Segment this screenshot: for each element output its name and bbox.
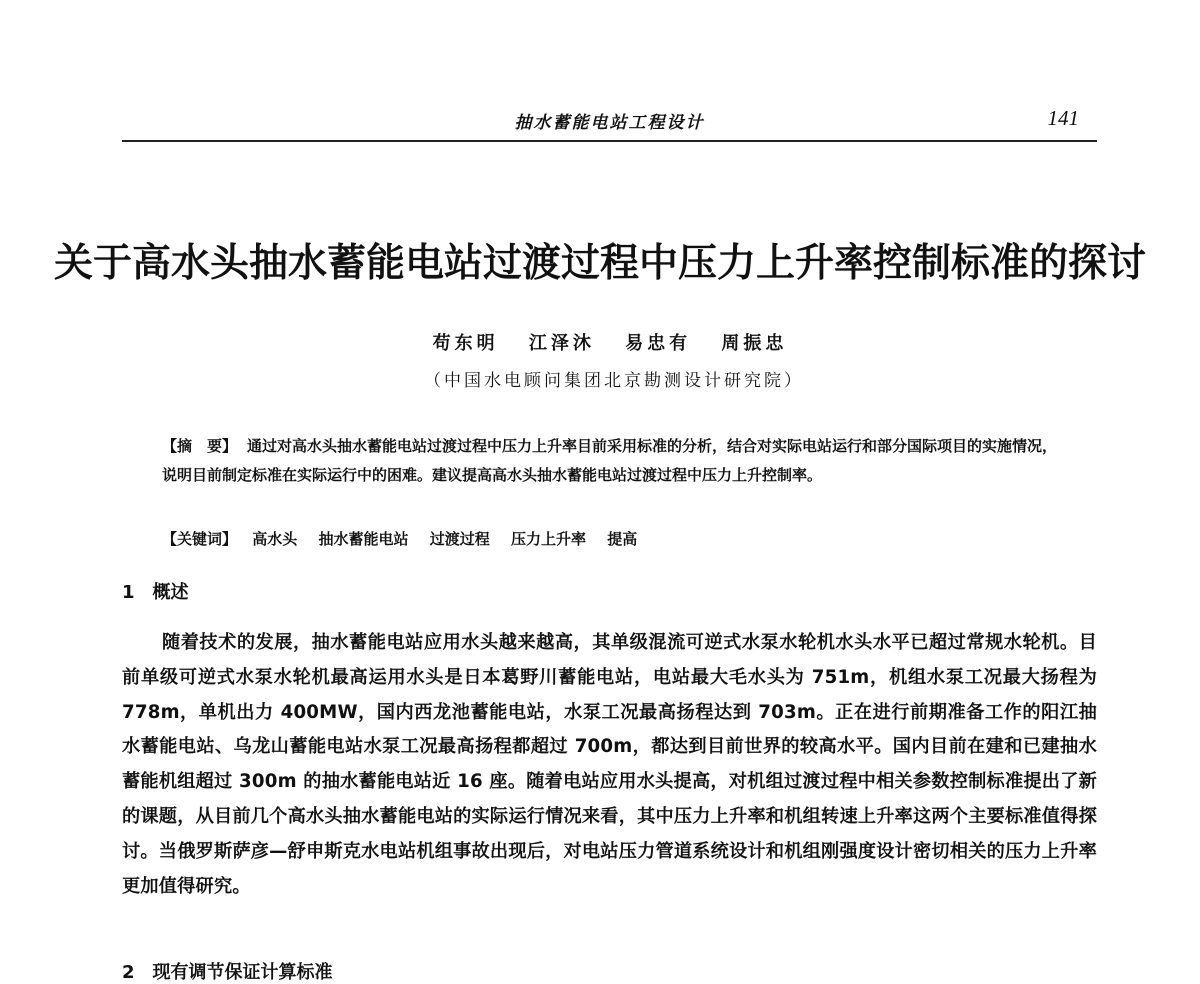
- section-title: 现有调节保证计算标准: [152, 962, 333, 983]
- author-name: 易忠有: [625, 333, 692, 354]
- keyword: 过渡过程: [429, 530, 490, 548]
- keyword: 压力上升率: [511, 530, 587, 548]
- keywords: [162, 528, 1062, 549]
- keyword: 抽水蓄能电站: [318, 530, 409, 548]
- section-heading: [122, 578, 189, 604]
- header-rule: [122, 140, 1097, 142]
- page-number: 141: [1047, 106, 1079, 130]
- abstract-text: 通过对高水头抽水蓄能电站过渡过程中压力上升率目前采用标准的分析，结合对实际电站运行和部分国际项目的实施情况，说明目前制定标准在实际运行中的困难。建议提高高水头抽水蓄能电站过渡过程中压力上升控制率。: [162, 437, 1058, 484]
- keywords-label: 【关键词】: [162, 530, 238, 548]
- body-paragraph: 随着技术的发展，抽水蓄能电站应用水头越来越高，其单级混流可逆式水泵水轮机水头水平已超过常规水轮机。目前单级可逆式水泵水轮机最高运用水头是日本葛野川蓄能电站，电站最大毛水头为 751m，机组水泵工况最大扬程为 778m，单机出力 400MW，国内西龙池蓄能电站，水泵工况最高扬程达到 703m。正在进行前期准备工作的阳江抽水蓄能电站、乌龙山蓄能电站水泵工况最高扬程都超过 700m，都达到目前世界的较高水平。国内目前在建和已建抽水蓄能机组超过 300m 的抽水蓄能电站近 16 座。随着电站应用水头提高，对机组过渡过程中相关参数控制标准提出了新的课题，从目前几个高水头抽水蓄能电站的实际运行情况来看，其中压力上升率和机组转速上升率这两个主要标准值得探讨。当俄罗斯萨彦—舒申斯克水电站机组事故出现后，对电站压力管道系统设计和机组刚强度设计密切相关的压力上升率更加值得研究。: [122, 632, 1097, 897]
- article-title: 关于高水头抽水蓄能电站过渡过程中压力上升率控制标准的探讨: [53, 241, 1146, 286]
- author-list: [0, 329, 1200, 355]
- section-heading: [122, 958, 333, 984]
- abstract-label: 【摘 要】: [162, 437, 238, 455]
- abstract: [162, 432, 1062, 490]
- keyword: 高水头: [252, 530, 298, 548]
- running-head: [122, 108, 1097, 136]
- affiliation: （中国水电顾问集团北京勘测设计研究院）: [424, 371, 804, 391]
- section-number: 2: [122, 962, 135, 983]
- journal-title: 抽水蓄能电站工程设计: [514, 113, 705, 133]
- author-name: 江泽沐: [528, 333, 595, 354]
- section-number: 1: [122, 582, 135, 603]
- author-name: 周振忠: [721, 333, 788, 354]
- section-title: 概述: [152, 582, 189, 603]
- keyword: 提高: [607, 530, 638, 548]
- author-name: 苟东明: [432, 333, 499, 354]
